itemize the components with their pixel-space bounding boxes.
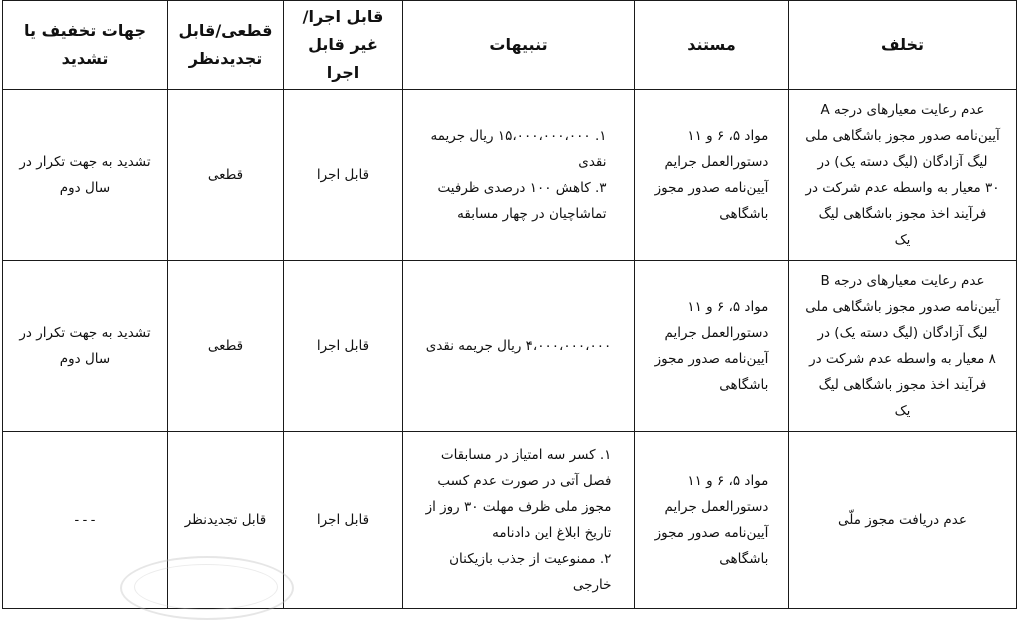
direction-text: تشدید به جهت تکرار در سال دوم bbox=[19, 325, 151, 367]
header-appealable: قطعی/قابل تجدیدنظر bbox=[168, 1, 284, 90]
penalties-text: ۴،۰۰۰،۰۰۰،۰۰۰ ریال جریمه نقدی bbox=[425, 338, 612, 354]
appealable-cell bbox=[168, 432, 284, 609]
header-violation: تخلف bbox=[789, 1, 1017, 90]
violations-table bbox=[2, 0, 1017, 609]
direction-cell bbox=[3, 261, 168, 432]
enforceable-cell bbox=[284, 432, 403, 609]
violation-text: عدم دریافت مجوز ملّی bbox=[838, 512, 967, 528]
source-cell bbox=[635, 432, 789, 609]
enforceable-cell bbox=[284, 261, 403, 432]
penalties-cell bbox=[403, 90, 635, 261]
header-source: مستند bbox=[635, 1, 789, 90]
header-row bbox=[3, 1, 1017, 90]
violation-cell bbox=[789, 432, 1017, 609]
appealable-text: قطعی bbox=[207, 338, 244, 354]
source-text: مواد ۵، ۶ و ۱۱ دستورالعمل جرایم آیین‌نامه صدور مجوز باشگاهی bbox=[654, 299, 769, 393]
violation-cell bbox=[789, 90, 1017, 261]
appealable-cell bbox=[168, 261, 284, 432]
violation-text: عدم رعایت معیارهای درجه B آیین‌نامه صدور مجوز باشگاهی ملی لیگ آزادگان (لیگ دسته یک) در ۸ معیار به واسطه عدم شرکت در فرآیند اخذ مجوز باشگاهی لیگ یک bbox=[805, 273, 1000, 419]
direction-cell bbox=[3, 432, 168, 609]
penalties-text: ۱. ۱۵،۰۰۰،۰۰۰،۰۰۰ ریال جریمه نقدی ۳. کاهش ۱۰۰ درصدی ظرفیت تماشاچیان در چهار مسابقه bbox=[430, 128, 607, 222]
violation-text: عدم رعایت معیارهای درجه A آیین‌نامه صدور مجوز باشگاهی ملی لیگ آزادگان (لیگ دسته یک) در ۳۰ معیار به واسطه عدم شرکت در فرآیند اخذ مجوز باشگاهی لیگ یک bbox=[805, 102, 1000, 248]
enforceable-cell bbox=[284, 90, 403, 261]
direction-text: تشدید به جهت تکرار در سال دوم bbox=[19, 154, 151, 196]
header-direction: جهات تخفیف یا تشدید bbox=[3, 1, 168, 90]
penalties-cell bbox=[403, 432, 635, 609]
table-row bbox=[3, 432, 1017, 609]
enforceable-text: قابل اجرا bbox=[316, 338, 370, 354]
appealable-cell bbox=[168, 90, 284, 261]
source-cell bbox=[635, 90, 789, 261]
violation-cell bbox=[789, 261, 1017, 432]
table-row bbox=[3, 90, 1017, 261]
penalties-cell bbox=[403, 261, 635, 432]
source-cell bbox=[635, 261, 789, 432]
enforceable-text: قابل اجرا bbox=[316, 512, 370, 528]
appealable-text: قطعی bbox=[207, 167, 244, 183]
source-text: مواد ۵، ۶ و ۱۱ دستورالعمل جرایم آیین‌نامه صدور مجوز باشگاهی bbox=[654, 128, 769, 222]
penalties-text: ۱. کسر سه امتیاز در مسابقات فصل آتی در صورت عدم کسب مجوز ملی ظرف مهلت ۳۰ روز از تاریخ ابلاغ این دادنامه ۲. ممنوعیت از جذب بازیکنان خارجی bbox=[425, 447, 612, 593]
appealable-text: قابل تجدیدنظر bbox=[184, 512, 267, 528]
direction-cell bbox=[3, 90, 168, 261]
enforceable-text: قابل اجرا bbox=[316, 167, 370, 183]
table-row bbox=[3, 261, 1017, 432]
direction-text: --- bbox=[72, 512, 98, 528]
header-enforceable: قابل اجرا/غیر قابل اجرا bbox=[284, 1, 403, 90]
source-text: مواد ۵، ۶ و ۱۱ دستورالعمل جرایم آیین‌نامه صدور مجوز باشگاهی bbox=[654, 473, 769, 567]
header-penalties: تنبیهات bbox=[403, 1, 635, 90]
